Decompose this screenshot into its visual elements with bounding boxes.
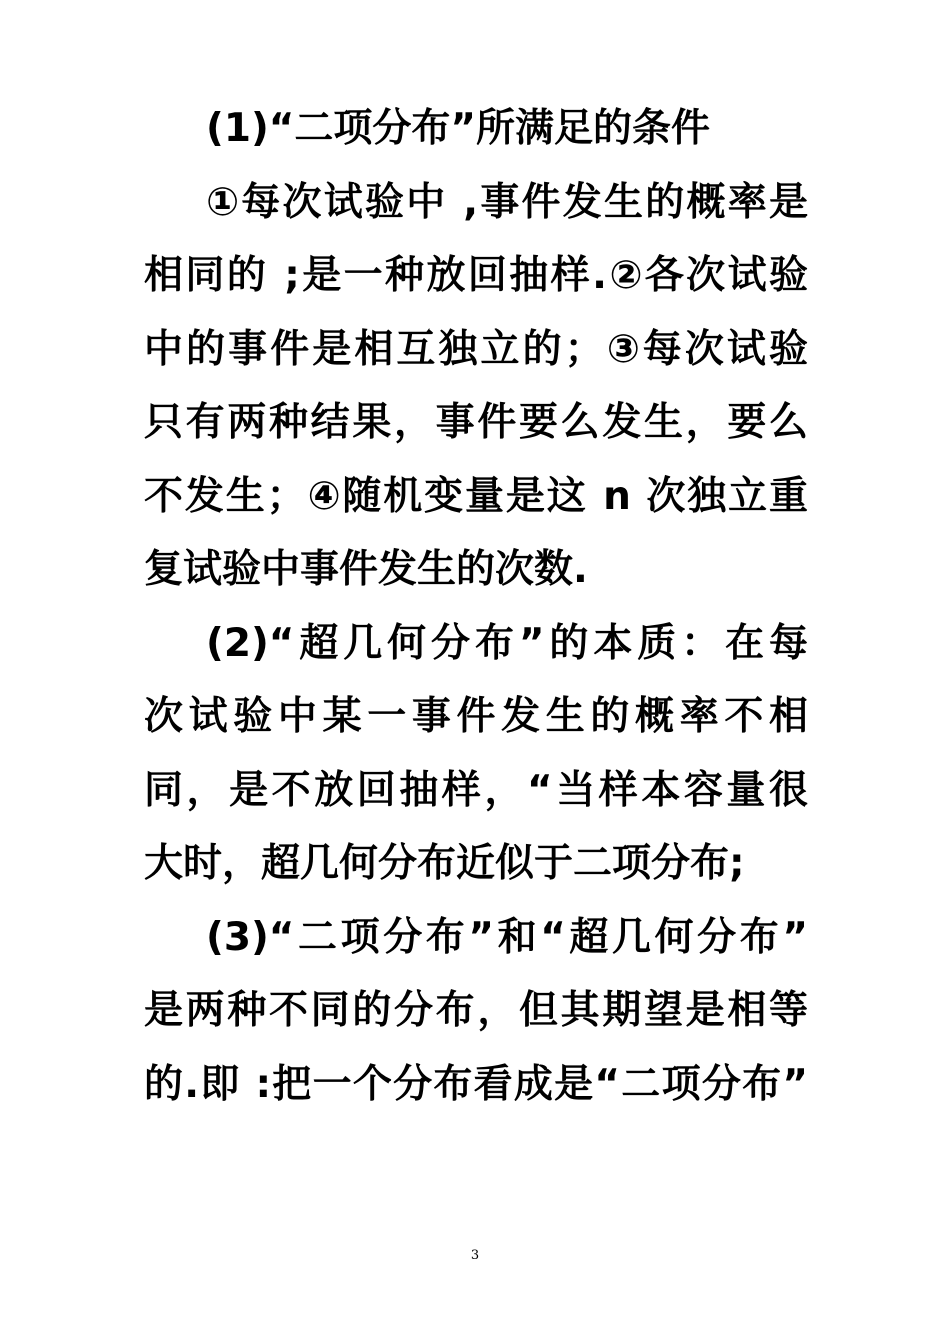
paragraph-2-line-3: 同，是不放回抽样，“当样本容量很	[144, 767, 808, 813]
paragraph-1-line-1: (1)“二项分布”所满足的条件	[206, 106, 711, 151]
paragraph-3-line-1: (3)“二项分布”和“超几何分布”	[206, 914, 808, 960]
paragraph-1-line-5: 只有两种结果，事件要么发生，要么	[144, 400, 808, 445]
paragraph-3-line-3: 的.即 :把一个分布看成是“二项分布”	[144, 1061, 808, 1107]
paragraph-1-line-2: ①每次试验中 ,事件发生的概率是	[206, 179, 808, 225]
paragraph-1-line-7: 复试验中事件发生的次数.	[144, 547, 588, 592]
page-number: 3	[470, 1248, 480, 1263]
paragraph-2-line-4: 大时，超几何分布近似于二项分布;	[144, 841, 745, 886]
paragraph-2-line-2: 次试验中某一事件发生的概率不相	[144, 694, 808, 739]
paragraph-2-line-1: (2)“超几何分布”的本质：在每	[206, 620, 808, 666]
paragraph-1-line-3: 相同的 ;是一种放回抽样.②各次试验	[144, 253, 808, 298]
document-body	[144, 92, 808, 1121]
paragraph-1-line-6: 不发生；④随机变量是这 n 次独立重	[144, 473, 808, 519]
paragraph-1-line-4: 中的事件是相互独立的；③每次试验	[144, 326, 808, 372]
paragraph-3-line-2: 是两种不同的分布，但其期望是相等	[144, 988, 808, 1033]
